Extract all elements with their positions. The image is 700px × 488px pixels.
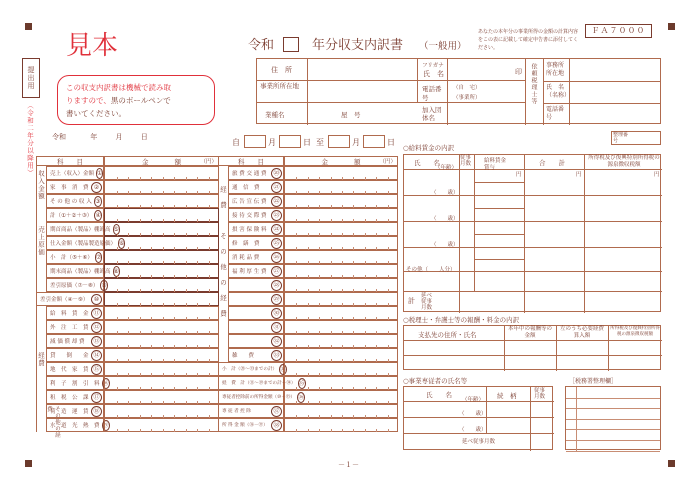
row-number: ⑳ bbox=[271, 168, 282, 179]
group-cost: 売上原価 bbox=[37, 226, 45, 256]
row-label bbox=[46, 390, 104, 404]
row-label-text: 小 計（⑳～㉝までの計） bbox=[222, 367, 278, 372]
name-label: 氏 名 bbox=[423, 70, 444, 78]
row-label-text: 減 価 償 却 費 bbox=[50, 339, 85, 345]
salary-h-age: （年齢） bbox=[435, 165, 458, 171]
row-number: ④ bbox=[95, 211, 101, 219]
tax-office-cell bbox=[566, 398, 577, 409]
amount-input[interactable] bbox=[104, 376, 219, 390]
amount-input[interactable] bbox=[104, 348, 219, 362]
row-label-text: 家 事 消 費 bbox=[50, 185, 89, 191]
row-label-text: 売上（収入）金額 bbox=[50, 171, 95, 177]
col-header-amount-text: 金 額 bbox=[321, 157, 361, 166]
amount-input[interactable] bbox=[284, 348, 398, 362]
row-label bbox=[46, 404, 104, 418]
row-label bbox=[218, 376, 305, 390]
yen-unit: 円 bbox=[576, 172, 582, 178]
row-label bbox=[36, 292, 104, 306]
row-label bbox=[228, 306, 284, 320]
period-to-day-input[interactable] bbox=[363, 135, 385, 148]
form-code: ＦＡ７０００ bbox=[585, 24, 652, 38]
association-label: 加入団体名 bbox=[422, 106, 442, 122]
row-number: ㉑ bbox=[271, 182, 282, 193]
row-label bbox=[228, 222, 284, 236]
salary-age-3: （ 歳） bbox=[431, 242, 459, 248]
row-number: ㉘ bbox=[271, 280, 282, 291]
row-label bbox=[228, 348, 284, 362]
sample-watermark: 見本 bbox=[66, 31, 119, 61]
amount-input[interactable] bbox=[104, 264, 219, 278]
row-number: ㉚ bbox=[271, 308, 282, 319]
salary-others: その他（ 人分） bbox=[406, 267, 456, 273]
row-label bbox=[228, 236, 284, 250]
row-label bbox=[228, 292, 284, 306]
notice-line: この収支内訳書は機械で読み取 bbox=[66, 83, 171, 92]
header-notice: あなたの本年分の事業所得の金額の計算内容をこの表に記載して確定申告書に添付してください。 bbox=[478, 29, 579, 51]
income-table bbox=[36, 156, 219, 444]
row-label-text: 専従者控除前の所得金額（⑩－㉟） bbox=[222, 395, 296, 400]
amount-input[interactable] bbox=[104, 334, 219, 348]
row-number: ㉛ bbox=[271, 322, 282, 333]
group-expense: 経費 bbox=[37, 352, 45, 367]
registration-mark bbox=[668, 23, 675, 30]
family-table bbox=[403, 386, 553, 450]
group-other-expense: 経費 その他の経費 bbox=[219, 186, 227, 326]
row-number: ㉕ bbox=[271, 238, 282, 249]
amount-input[interactable] bbox=[104, 250, 219, 264]
page-number: －１－ bbox=[338, 461, 359, 469]
family-h-relation: 続 柄 bbox=[497, 392, 517, 400]
date-filed bbox=[52, 132, 148, 142]
tax-office-cell bbox=[566, 440, 577, 451]
row-number: ⑰ bbox=[91, 392, 102, 403]
period-from-day-input[interactable] bbox=[279, 135, 301, 148]
amount-input[interactable] bbox=[104, 278, 219, 292]
period-to: 至 bbox=[316, 138, 324, 147]
date-year: 年 bbox=[90, 133, 98, 141]
row-label-text: 水 道 光 熱 費 bbox=[50, 423, 100, 429]
row-label-text: 雑 費 bbox=[232, 353, 255, 359]
amount-input[interactable] bbox=[284, 306, 398, 320]
row-label bbox=[46, 264, 119, 278]
registration-mark bbox=[25, 460, 32, 467]
row-number: ⑫ bbox=[91, 322, 102, 333]
row-number: ㉓ bbox=[271, 210, 282, 221]
row-label bbox=[46, 278, 107, 292]
phone-label: 電話番号 bbox=[422, 85, 442, 102]
amount-input[interactable] bbox=[284, 194, 398, 208]
row-label bbox=[218, 404, 284, 418]
row-number: ⑨ bbox=[101, 281, 107, 289]
salary-age-1: （ 歳） bbox=[431, 190, 459, 196]
col-header-item: 科 目 bbox=[36, 156, 104, 166]
agent-label: 依頼税理士等 bbox=[530, 63, 537, 105]
row-label-text: 接 待 交 際 費 bbox=[232, 213, 267, 219]
salary-h-bonus: 賞与 bbox=[484, 165, 496, 171]
row-label bbox=[46, 334, 104, 348]
row-label-text: 消 耗 品 費 bbox=[232, 255, 260, 261]
row-label-text: 経 費 計（⑪～⑲までの計＋㉞） bbox=[222, 381, 296, 386]
row-number: ⑩ bbox=[91, 294, 102, 305]
yen-unit: 円 bbox=[654, 172, 660, 178]
row-number: ⑬ bbox=[91, 336, 102, 347]
row-number: ② bbox=[91, 182, 102, 193]
amount-input[interactable] bbox=[104, 306, 219, 320]
tax-office-cell bbox=[566, 387, 577, 398]
col-header-amount bbox=[104, 156, 219, 166]
row-number: ㊱ bbox=[298, 393, 305, 401]
amount-input[interactable] bbox=[284, 418, 398, 432]
period-month-label: 月 bbox=[352, 138, 360, 147]
title-era: 令和 bbox=[248, 38, 275, 53]
fees-table bbox=[403, 325, 661, 370]
family-age-2: （ 歳） bbox=[459, 427, 487, 433]
notice-line: 書いてください。 bbox=[66, 109, 126, 118]
row-number: ㉖ bbox=[271, 252, 282, 263]
amount-input[interactable] bbox=[104, 208, 219, 222]
business-label: 業種名 bbox=[265, 111, 285, 119]
office-label: 事業所所在地 bbox=[260, 82, 299, 90]
agent-name-label: 氏 名（名称） bbox=[546, 84, 571, 99]
registration-mark bbox=[668, 460, 675, 467]
amount-input[interactable] bbox=[284, 292, 398, 306]
yen-unit: （円） bbox=[379, 159, 396, 165]
amount-input[interactable] bbox=[284, 250, 398, 264]
fees-h-tax: 所得税及び復興特別所得税の源泉徴収税額 bbox=[610, 326, 660, 337]
row-number: ㉗ bbox=[271, 266, 282, 277]
amount-input[interactable] bbox=[284, 362, 398, 376]
row-number: ⑭ bbox=[91, 350, 102, 361]
period-day-label: 日 bbox=[303, 138, 311, 147]
row-label bbox=[46, 222, 119, 236]
row-label bbox=[228, 278, 284, 292]
salary-h-name: 氏 名 bbox=[414, 159, 440, 167]
row-number: ⑥ bbox=[119, 239, 125, 247]
row-label bbox=[46, 180, 104, 194]
taxpayer-info bbox=[256, 58, 661, 124]
tax-office-row bbox=[566, 440, 660, 452]
amount-input[interactable] bbox=[104, 362, 219, 376]
row-number: ⑲ bbox=[102, 421, 109, 429]
row-label-text: 租 税 公 課 bbox=[50, 395, 89, 401]
salary-total-label: 計 bbox=[408, 297, 415, 305]
yen-unit: 円 bbox=[516, 172, 522, 178]
family-age-1: （ 歳） bbox=[459, 411, 487, 417]
row-number: ㉝ bbox=[271, 350, 282, 361]
row-label bbox=[218, 418, 284, 432]
amount-input[interactable] bbox=[104, 390, 219, 404]
amount-input[interactable] bbox=[284, 390, 398, 404]
row-label bbox=[228, 250, 284, 264]
row-number: ㉒ bbox=[271, 196, 282, 207]
period-to-month-input[interactable] bbox=[328, 135, 350, 148]
row-label-text: 修 繕 費 bbox=[232, 241, 260, 247]
expense-table bbox=[218, 156, 398, 444]
amount-input[interactable] bbox=[104, 320, 219, 334]
row-label bbox=[46, 348, 104, 362]
row-label bbox=[228, 166, 284, 180]
row-number: ⑮ bbox=[91, 364, 102, 375]
row-number: ㊲ bbox=[271, 406, 282, 417]
row-label bbox=[228, 320, 284, 334]
row-label-text: 通 信 費 bbox=[232, 185, 260, 191]
salary-h-tax: 所得税及び復興特別所得税の源泉徴収税額 bbox=[588, 155, 660, 168]
yen-unit: （円） bbox=[200, 159, 217, 165]
year-input[interactable] bbox=[283, 37, 299, 52]
row-label bbox=[46, 208, 104, 222]
amount-input[interactable] bbox=[104, 292, 219, 306]
date-day: 日 bbox=[140, 133, 148, 141]
furigana-label: フリガナ bbox=[422, 63, 444, 69]
form-title: 年分収支内訳書 bbox=[312, 38, 404, 53]
tax-office-cell bbox=[566, 429, 577, 440]
agent-phone-label: 電話番号 bbox=[546, 106, 565, 121]
family-months-total: 延べ従事月数 bbox=[462, 439, 496, 445]
tax-office-cell bbox=[566, 419, 577, 430]
family-title: ○事業専従者の氏名等 bbox=[403, 377, 468, 385]
row-label-text: 仕入金額（製品製造原価） bbox=[50, 241, 117, 247]
row-number: ㉙ bbox=[271, 294, 282, 305]
form-subtitle: （一般用） bbox=[419, 41, 467, 52]
row-number: ① bbox=[97, 169, 103, 177]
amount-input[interactable] bbox=[284, 180, 398, 194]
row-label-text: 損 害 保 険 料 bbox=[232, 227, 267, 233]
row-number: ㊳ bbox=[271, 420, 282, 431]
tax-office-box bbox=[565, 386, 661, 450]
period-from: 自 bbox=[232, 138, 240, 147]
amount-input[interactable] bbox=[284, 278, 398, 292]
row-label bbox=[46, 376, 109, 390]
phone-office-label: （事業所） bbox=[453, 95, 481, 101]
row-label-text: 給 料 賃 金 bbox=[50, 311, 89, 317]
ref-number-box[interactable] bbox=[611, 131, 661, 145]
row-number: ㉞ bbox=[280, 365, 287, 373]
trade-name-label: 屋 号 bbox=[341, 111, 361, 119]
notice-box bbox=[57, 75, 215, 125]
amount-input[interactable] bbox=[284, 320, 398, 334]
agent-office-label: 事務所所在地 bbox=[546, 62, 565, 77]
row-label bbox=[46, 362, 104, 376]
fees-h-amount: 本年中の報酬等の金額 bbox=[507, 326, 552, 339]
row-number: ⑪ bbox=[91, 308, 102, 319]
period-month-label: 月 bbox=[268, 138, 276, 147]
row-number: ⑦ bbox=[95, 253, 102, 261]
amount-input[interactable] bbox=[104, 180, 219, 194]
row-label-text: 貸 倒 金 bbox=[50, 353, 89, 359]
row-label bbox=[218, 362, 287, 376]
row-label-text: 差引金額（④－⑨） bbox=[40, 297, 89, 303]
amount-input[interactable] bbox=[104, 166, 219, 180]
amount-input[interactable] bbox=[104, 418, 219, 432]
fees-h-included: 左のうち必要経費算入額 bbox=[559, 326, 604, 339]
row-label bbox=[46, 194, 104, 208]
col-header-amount-text: 金 額 bbox=[142, 157, 181, 166]
amount-input[interactable] bbox=[104, 404, 219, 418]
row-label-text: 外 注 工 賃 bbox=[50, 325, 89, 331]
row-label bbox=[46, 166, 104, 180]
salary-h-pay: 給料賃金 bbox=[484, 158, 507, 164]
row-label-text: 利 子 割 引 料 bbox=[50, 381, 100, 387]
row-number: ⑧ bbox=[113, 267, 119, 275]
seal-mark: 印 bbox=[515, 68, 522, 76]
notice-emphasis: 黒のボールペンで bbox=[110, 96, 171, 105]
notice-line: りますので、黒のボールペンで bbox=[66, 96, 171, 105]
period-from-month-input[interactable] bbox=[244, 135, 266, 148]
row-label-text: 所 得 金 額（㊱－㊲） bbox=[222, 423, 268, 428]
row-number: ⑯ bbox=[102, 379, 109, 387]
salary-months-total: 延べ従事月数 bbox=[421, 293, 433, 311]
salary-h-months: 従事月数 bbox=[460, 155, 472, 167]
amount-input[interactable] bbox=[284, 334, 398, 348]
row-label-text: 地 代 家 賃 bbox=[50, 367, 89, 373]
salary-title: ○給料賃金の内訳 bbox=[403, 144, 455, 152]
salary-h-total: 合 計 bbox=[539, 159, 565, 167]
amount-input[interactable] bbox=[284, 376, 398, 390]
date-month: 月 bbox=[115, 133, 123, 141]
amount-input[interactable] bbox=[284, 264, 398, 278]
row-number: ⑤ bbox=[113, 225, 119, 233]
row-label-text: 期首商品（製品）棚卸高 bbox=[50, 227, 111, 233]
row-label bbox=[46, 250, 104, 264]
period-day-label: 日 bbox=[387, 138, 395, 147]
salary-table bbox=[403, 154, 661, 312]
row-number: ③ bbox=[95, 197, 101, 205]
row-label-text: 小 計（⑤＋⑥） bbox=[50, 255, 93, 261]
tax-office-cell bbox=[566, 408, 577, 419]
amount-input[interactable] bbox=[284, 222, 398, 236]
row-label bbox=[228, 208, 284, 222]
row-label-text: 広 告 宣 伝 費 bbox=[232, 199, 267, 205]
row-label-text: 計（①＋②＋③） bbox=[50, 213, 93, 219]
date-era: 令和 bbox=[52, 133, 66, 141]
ref-number-label: 整理番号 bbox=[613, 132, 629, 144]
row-number: ⑱ bbox=[91, 406, 102, 417]
year-applicability-label: （令和二年分以降用） bbox=[26, 102, 34, 177]
row-label bbox=[218, 390, 305, 404]
amount-input[interactable] bbox=[104, 194, 219, 208]
row-label bbox=[46, 320, 104, 334]
col-header-amount bbox=[284, 156, 398, 166]
salary-age-2: （ 歳） bbox=[431, 216, 459, 222]
group-income: 収入金額 bbox=[37, 170, 45, 200]
row-number: ㉟ bbox=[298, 379, 305, 387]
family-h-age: （年齢） bbox=[462, 397, 485, 403]
row-label-text: 荷 造 運 賃 bbox=[50, 409, 89, 415]
col-header-item: 科 目 bbox=[218, 156, 284, 166]
family-h-months: 従事月数 bbox=[534, 388, 546, 400]
row-label-text: 期末商品（製品）棚卸高 bbox=[50, 269, 111, 275]
row-label bbox=[228, 180, 284, 194]
row-label-text: 旅 費 交 通 費 bbox=[232, 171, 267, 177]
row-label-text: 福 利 厚 生 費 bbox=[232, 269, 267, 275]
row-label bbox=[46, 236, 125, 250]
row-number: ㉜ bbox=[271, 336, 282, 347]
row-label bbox=[228, 264, 284, 278]
amount-input[interactable] bbox=[284, 166, 398, 180]
amount-input[interactable] bbox=[284, 404, 398, 418]
row-number: ㉔ bbox=[271, 224, 282, 235]
group-other-expense: その他の経費 bbox=[46, 406, 60, 439]
phone-home-label: （自 宅） bbox=[453, 85, 481, 91]
row-label-text: 差引原価（⑦－⑧） bbox=[50, 283, 99, 289]
row-label-text: 専 従 者 控 除 bbox=[222, 409, 251, 414]
address-label: 住 所 bbox=[271, 66, 292, 74]
amount-input[interactable] bbox=[104, 222, 219, 236]
amount-input[interactable] bbox=[284, 236, 398, 250]
submission-label: 提出用 bbox=[22, 58, 40, 98]
fees-h-payee: 支払先の住所・氏名 bbox=[418, 331, 477, 339]
row-label-text: そ の 他 の 収 入 bbox=[50, 199, 92, 205]
row-label bbox=[46, 418, 109, 432]
registration-mark bbox=[25, 23, 32, 30]
row-label bbox=[228, 194, 284, 208]
row-label bbox=[46, 306, 104, 320]
row-label bbox=[228, 334, 284, 348]
fees-title: ○税理士・弁護士等の報酬・料金の内訳 bbox=[403, 316, 520, 324]
amount-input[interactable] bbox=[284, 208, 398, 222]
tax-office-title: ［税務署整理欄］ bbox=[569, 378, 618, 385]
family-h-name: 氏 名 bbox=[426, 391, 452, 399]
amount-input[interactable] bbox=[104, 236, 219, 250]
